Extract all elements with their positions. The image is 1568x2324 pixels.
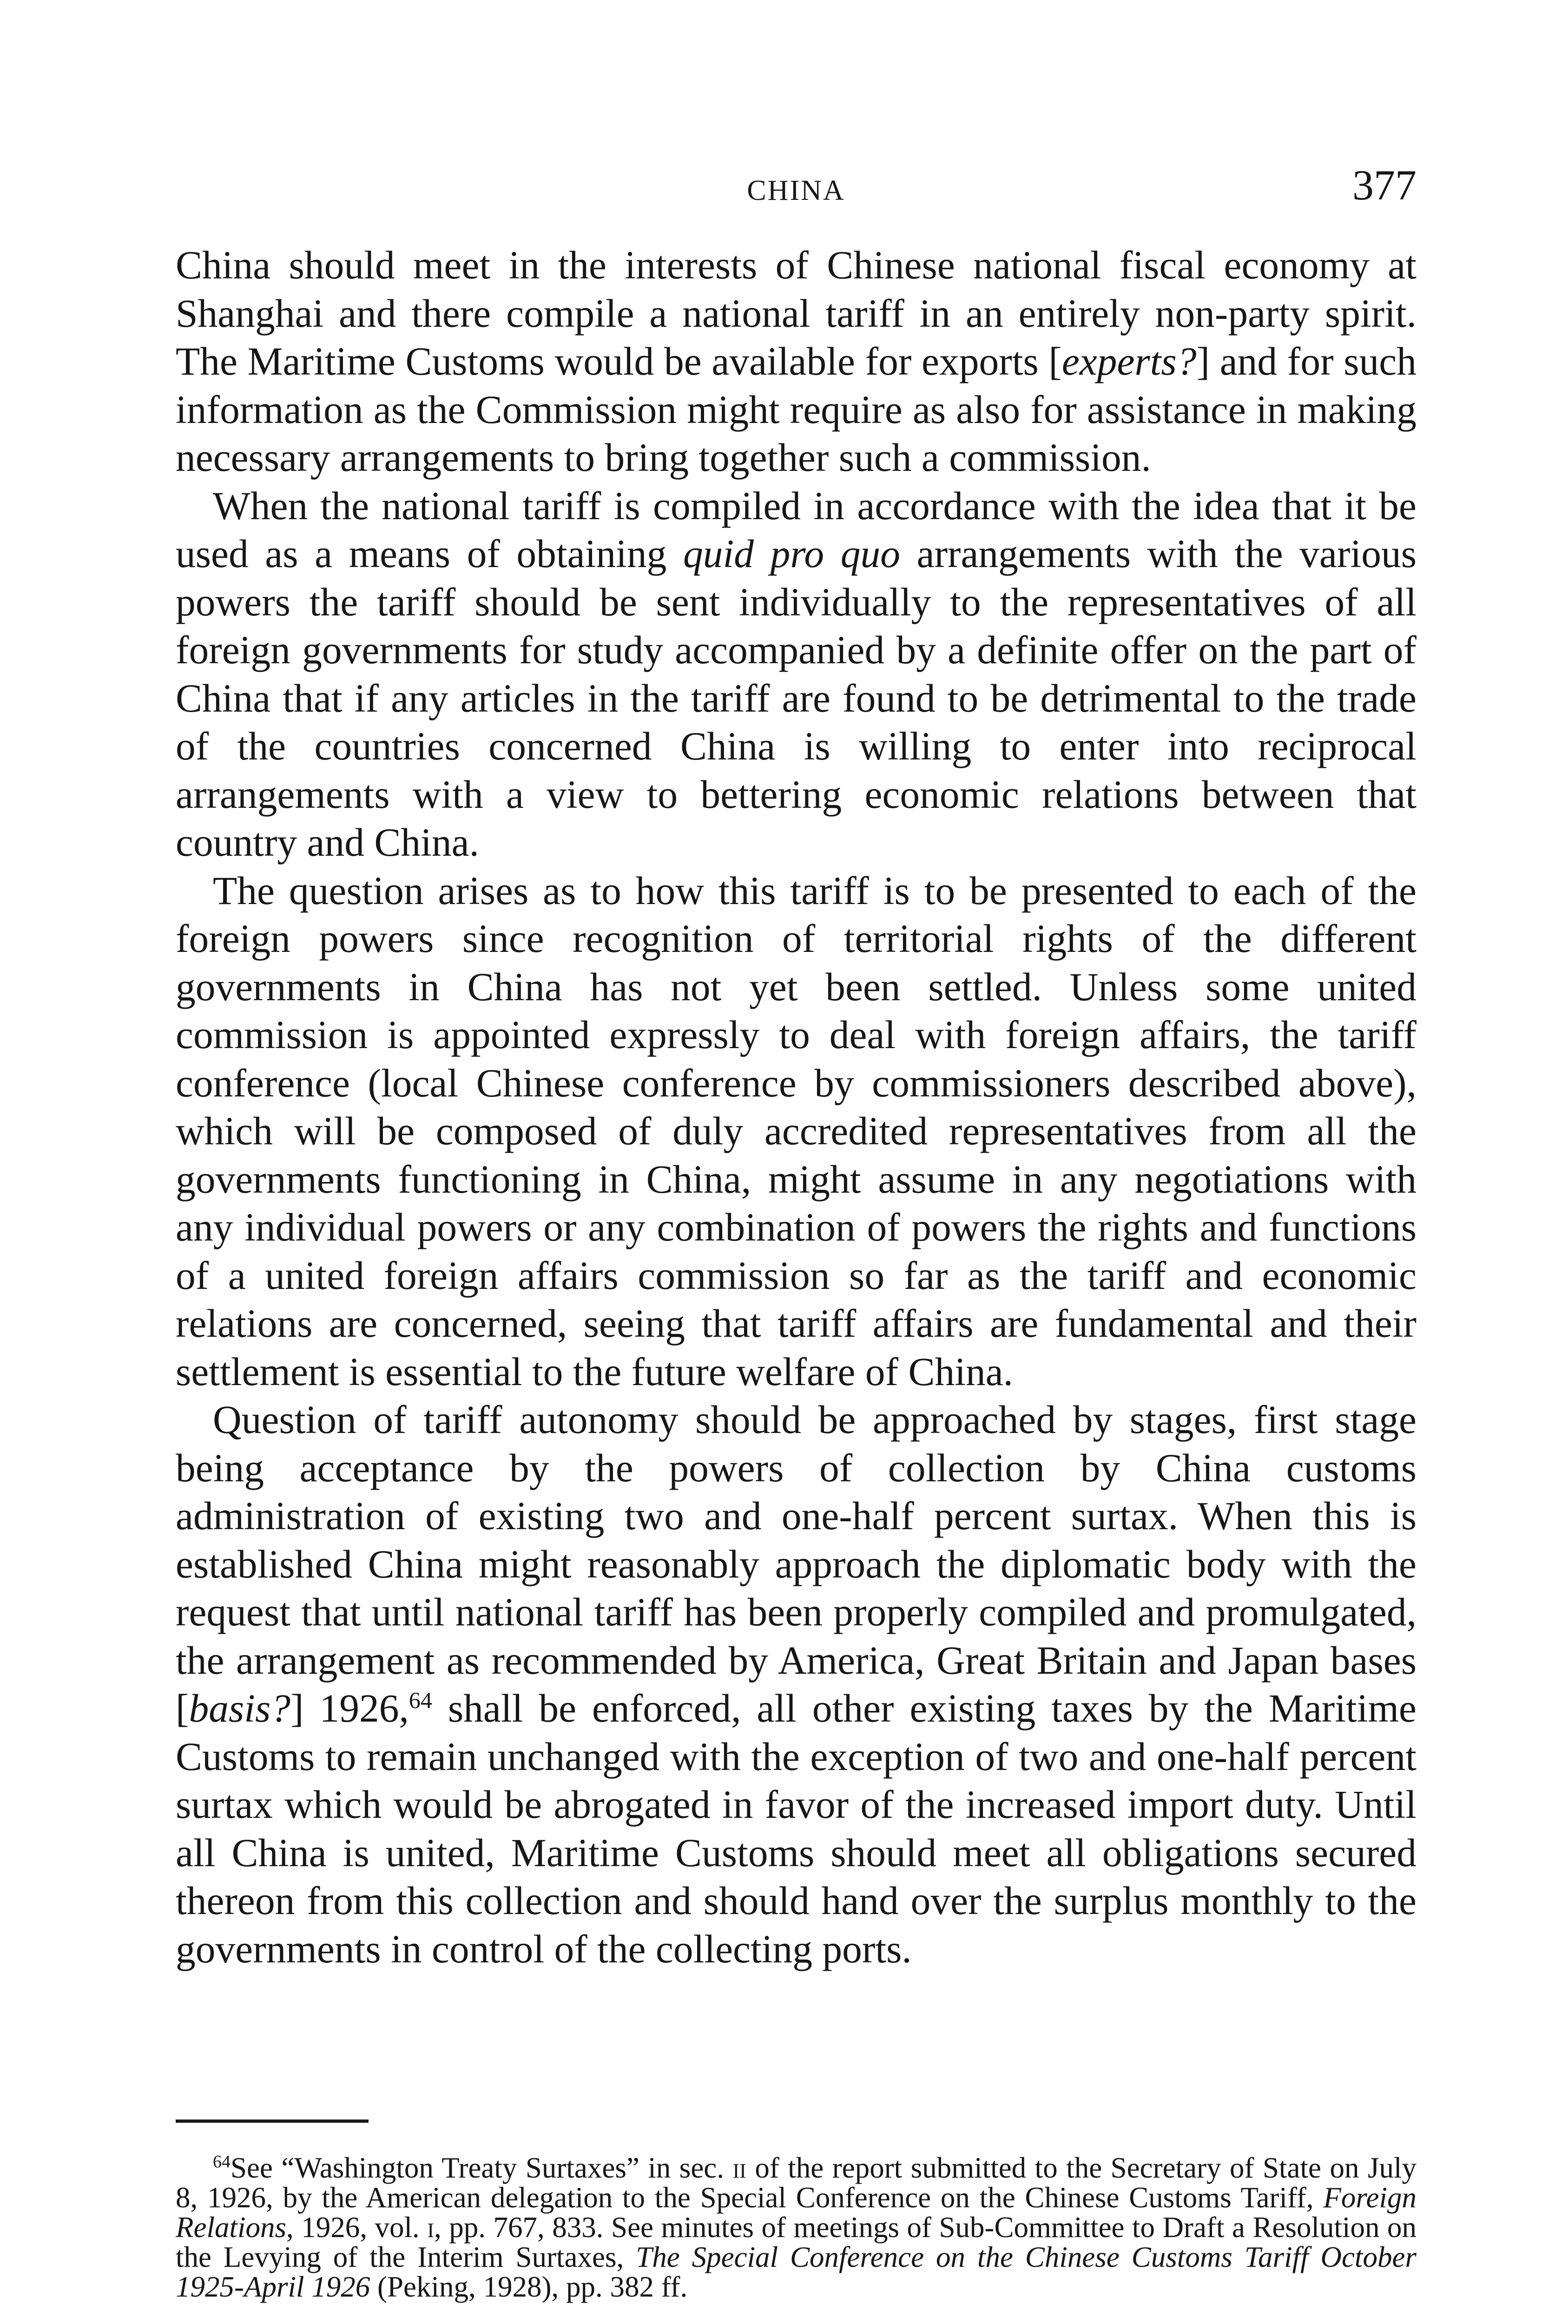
footnote bbox=[176, 2153, 1416, 2302]
paragraph-1-text: China should meet in the interests of Chinese national fiscal economy at Shanghai and there compile a national tariff in an entirely non-party spirit. The Maritime Customs would be available for exports [ bbox=[176, 244, 1416, 383]
footnote-text-2: of the report submitted to the Secretary of State on July 8, 1926, by the American delegation to the Special Conference on the Chinese Customs Tariff, bbox=[176, 2152, 1416, 2214]
paragraph-2-text: When the national tariff is compiled in accordance with the idea that it be used as a means of obtaining bbox=[176, 484, 1416, 576]
footnote-text-4: , pp. 767, 833. See minutes of meetings of Sub-Committee to Draft a Resolution on the Levying of the Interim Surtaxes, bbox=[176, 2211, 1416, 2273]
paragraph-4-text-end: shall be enforced, all other existing taxes by the Maritime Customs to remain unchanged with the exception of two and one-half percent surtax which would be abrogated in favor of the increased import duty. Until all China is united, Maritime Customs should meet all obligations secured thereon from this collection and should hand over the surplus monthly to the governments in control of the collecting ports. bbox=[176, 1687, 1416, 1971]
paragraph-1-italic: experts? bbox=[1061, 340, 1197, 383]
footnote-reference: 64 bbox=[408, 1687, 432, 1713]
paragraph-2 bbox=[176, 482, 1416, 867]
footnote-rule bbox=[176, 2119, 369, 2123]
footnote-italic-2: The Special Conference on the Chinese Customs Tariff October 1925-April 1926 bbox=[176, 2241, 1416, 2303]
paragraph-4-text: Question of tariff autonomy should be approached by stages, first stage being acceptance by the powers of collection by China customs administration of existing two and one-half percent surtax. When this is established China might reasonably approach the diplomatic body with the request that until national tariff has been properly compiled and promulgated, the arrangement as recommended by America, Great Britain and Japan bases [ bbox=[176, 1398, 1416, 1730]
paragraph-4-italic: basis? bbox=[189, 1687, 291, 1730]
paragraph-1-text-end: ] and for such information as the Commission might require as also for assistance in making necessary arrangements to bring together such a commission. bbox=[176, 340, 1417, 480]
page-number: 377 bbox=[1352, 161, 1416, 209]
body-text bbox=[176, 242, 1416, 1974]
paragraph-2-text-end: arrangements with the various powers the tariff should be sent individually to the representatives of all foreign governments for study accompanied by a definite offer on the part of China that if any articles in the tariff are found to be detrimental to the trade of the countries concerned China is willing to enter into reciprocal arrangements with a view to bettering economic relations between that country and China. bbox=[176, 532, 1416, 865]
paragraph-4 bbox=[176, 1396, 1416, 1974]
footnote-text-1: See “Washington Treaty Surtaxes” in sec. bbox=[231, 2152, 733, 2184]
running-head: CHINA bbox=[747, 175, 845, 206]
footnote-text-5: (Peking, 1928), pp. 382 ff. bbox=[370, 2271, 688, 2303]
paragraph-1 bbox=[176, 242, 1416, 482]
paragraph-3: The question arises as to how this tariff is to be presented to each of the foreign powers since recognition of territorial rights of the different governments in China has not yet been settled. Unless some united commission is appointed expressly to deal with foreign affairs, the tariff conference (local Chinese conference by commissioners described above), which will be composed of duly accredited representatives from all the governments functioning in China, might assume in any negotiations with any individual powers or any combination of powers the rights and functions of a united foreign affairs commission so far as the tariff and economic relations are concerned, seeing that tariff affairs are fundamental and their settlement is essential to the future welfare of China. bbox=[176, 869, 1416, 1394]
footnote-text-3: , 1926, vol. bbox=[286, 2211, 428, 2244]
footnote-roman-numeral-2: i bbox=[427, 2211, 434, 2244]
footnote-roman-numeral-1: ii bbox=[732, 2152, 746, 2184]
page-header bbox=[176, 160, 1416, 216]
paragraph-4-text-mid: ] 1926, bbox=[290, 1687, 409, 1730]
footnote-italic-1: Foreign Relations bbox=[176, 2181, 1416, 2244]
paragraph-2-italic: quid pro quo bbox=[683, 532, 900, 576]
footnote-number: 64 bbox=[213, 2152, 231, 2172]
